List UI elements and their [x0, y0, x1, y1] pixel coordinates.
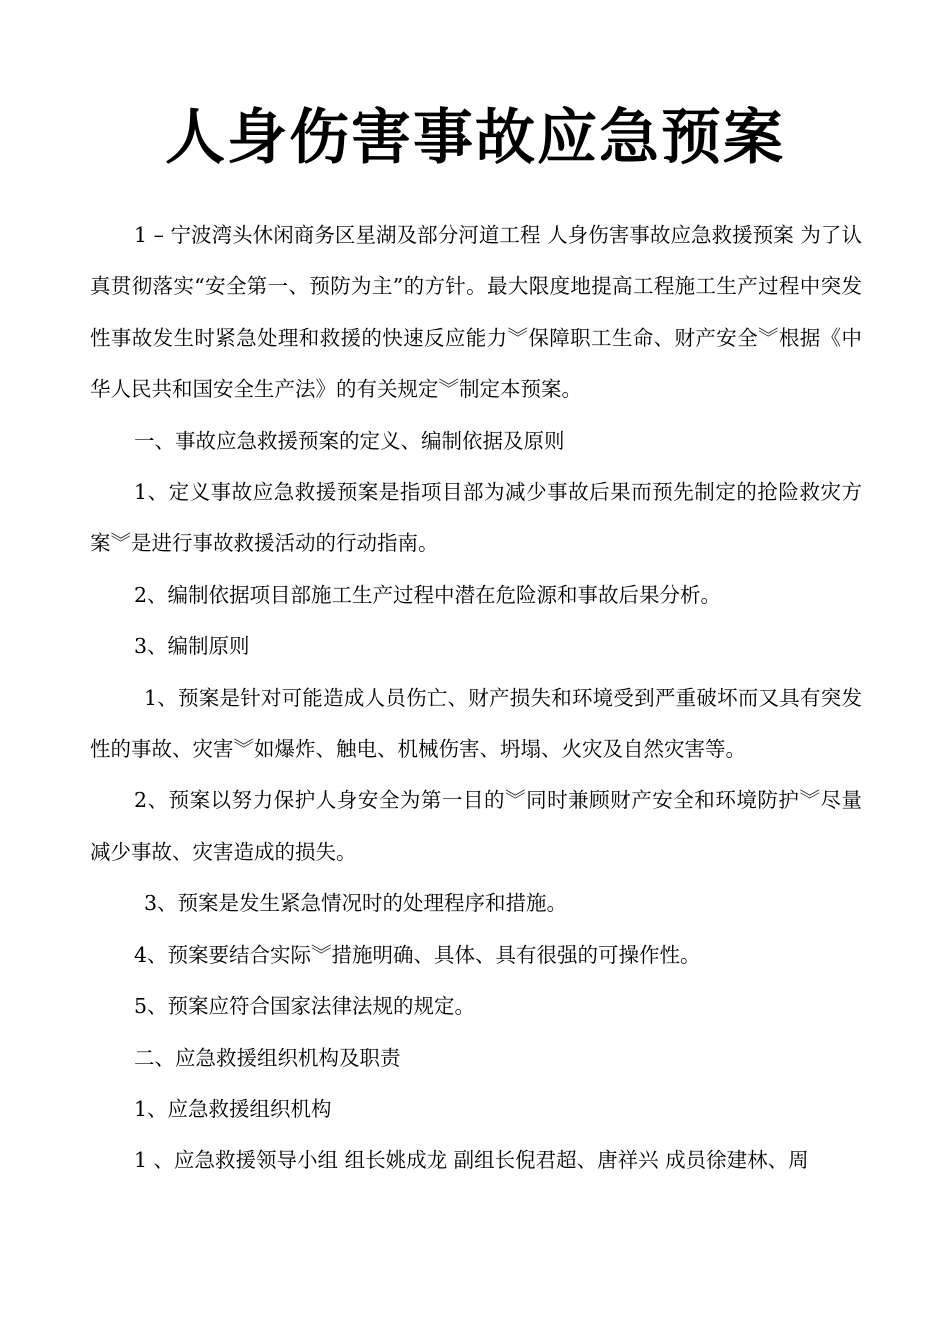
- section-heading-2: 二、应急救援组织机构及职责: [134, 1045, 401, 1070]
- paragraph-basis: 2、编制依据项目部施工生产过程中潜在危险源和事故后果分析。: [134, 582, 722, 607]
- subsection-heading-org: 1、应急救援组织机构: [134, 1096, 332, 1121]
- document-title: 人身伤害事故应急预案: [165, 103, 785, 173]
- section-heading-1: 一、事故应急救援预案的定义、编制依据及原则: [134, 428, 565, 453]
- principle-item-3: 3、预案是发生紧急情况时的处理程序和措施。: [144, 891, 568, 916]
- paragraph-leadership-group: 1 、应急救援领导小组 组长姚成龙 副组长倪君超、唐祥兴 成员徐建林、周: [134, 1148, 809, 1173]
- paragraph-principles-heading: 3、编制原则: [134, 634, 250, 659]
- paragraph-intro: 1 – 宁波湾头休闲商务区星湖及部分河道工程 人身伤害事故应急救援预案 为了认真贯彻落实“安全第一、预防为主”的方针。最大限度地提高工程施工生产过程中突发性事故发生时紧急处理和救援的快速反应能力︾保障职工生命、财产安全︾根据《中华人民共和国安全生产法》的有关规定︾制定本预案。: [90, 223, 862, 402]
- principle-item-4: 4、预案要结合实际︾措施明确、具体、具有很强的可操作性。: [134, 942, 701, 967]
- document-body: [90, 210, 862, 1187]
- paragraph-definition: 1、定义事故应急救援预案是指项目部为减少事故后果而预先制定的抢险救灾方案︾是进行事故救援活动的行动指南。: [90, 480, 862, 556]
- principle-item-2: 2、预案以努力保护人身安全为第一目的︾同时兼顾财产安全和环境防护︾尽量减少事故、灾害造成的损失。: [90, 788, 862, 864]
- principle-item-5: 5、预案应符合国家法律法规的规定。: [134, 994, 476, 1019]
- principle-item-1: 1、预案是针对可能造成人员伤亡、财产损失和环境受到严重破坏而又具有突发性的事故、灾害︾如爆炸、触电、机械伤害、坍塌、火灾及自然灾害等。: [90, 685, 862, 762]
